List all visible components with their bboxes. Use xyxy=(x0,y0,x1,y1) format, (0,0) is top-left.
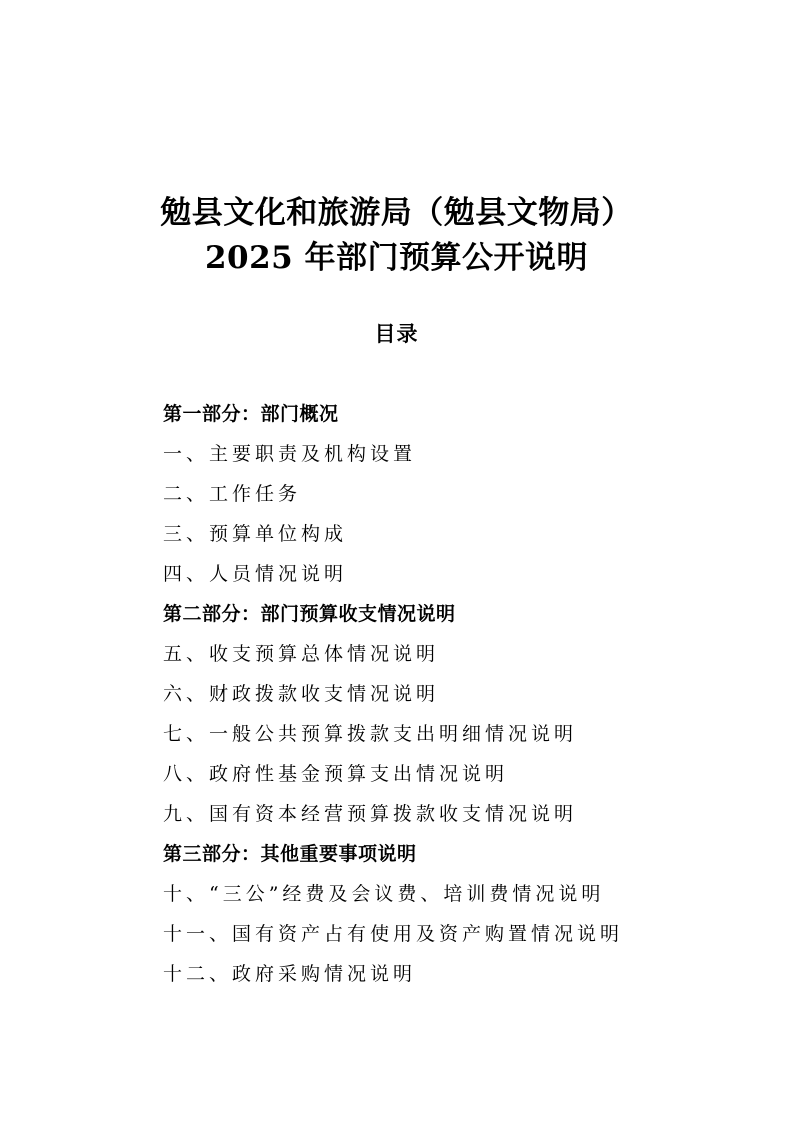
document-title-line-1: 勉县文化和旅游局（勉县文物局） xyxy=(160,195,633,231)
toc-heading: 目录 xyxy=(374,322,419,346)
toc-item-4: 四、人员情况说明 xyxy=(163,563,348,585)
toc-item-11: 十一、国有资产占有使用及资产购置情况说明 xyxy=(163,923,624,945)
toc-item-3: 三、预算单位构成 xyxy=(163,523,348,545)
toc-item-6: 六、财政拨款收支情况说明 xyxy=(163,683,440,705)
table-of-contents xyxy=(163,400,723,1000)
toc-item-12: 十二、政府采购情况说明 xyxy=(163,963,417,985)
toc-item-5: 五、收支预算总体情况说明 xyxy=(163,643,440,665)
toc-item-10: 十、“三公”经费及会议费、培训费情况说明 xyxy=(163,883,605,905)
toc-item-1: 一、主要职责及机构设置 xyxy=(163,443,417,465)
toc-part-3: 第三部分：其他重要事项说明 xyxy=(163,843,417,865)
toc-item-7: 七、一般公共预算拨款支出明细情况说明 xyxy=(163,723,578,745)
toc-item-8: 八、政府性基金预算支出情况说明 xyxy=(163,763,509,785)
document-title-line-2: 2025 年部门预算公开说明 xyxy=(204,240,589,276)
toc-item-2: 二、工作任务 xyxy=(163,483,302,505)
toc-part-1: 第一部分：部门概况 xyxy=(163,403,339,425)
toc-part-2: 第二部分：部门预算收支情况说明 xyxy=(163,603,456,625)
toc-item-9: 九、国有资本经营预算拨款收支情况说明 xyxy=(163,803,578,825)
